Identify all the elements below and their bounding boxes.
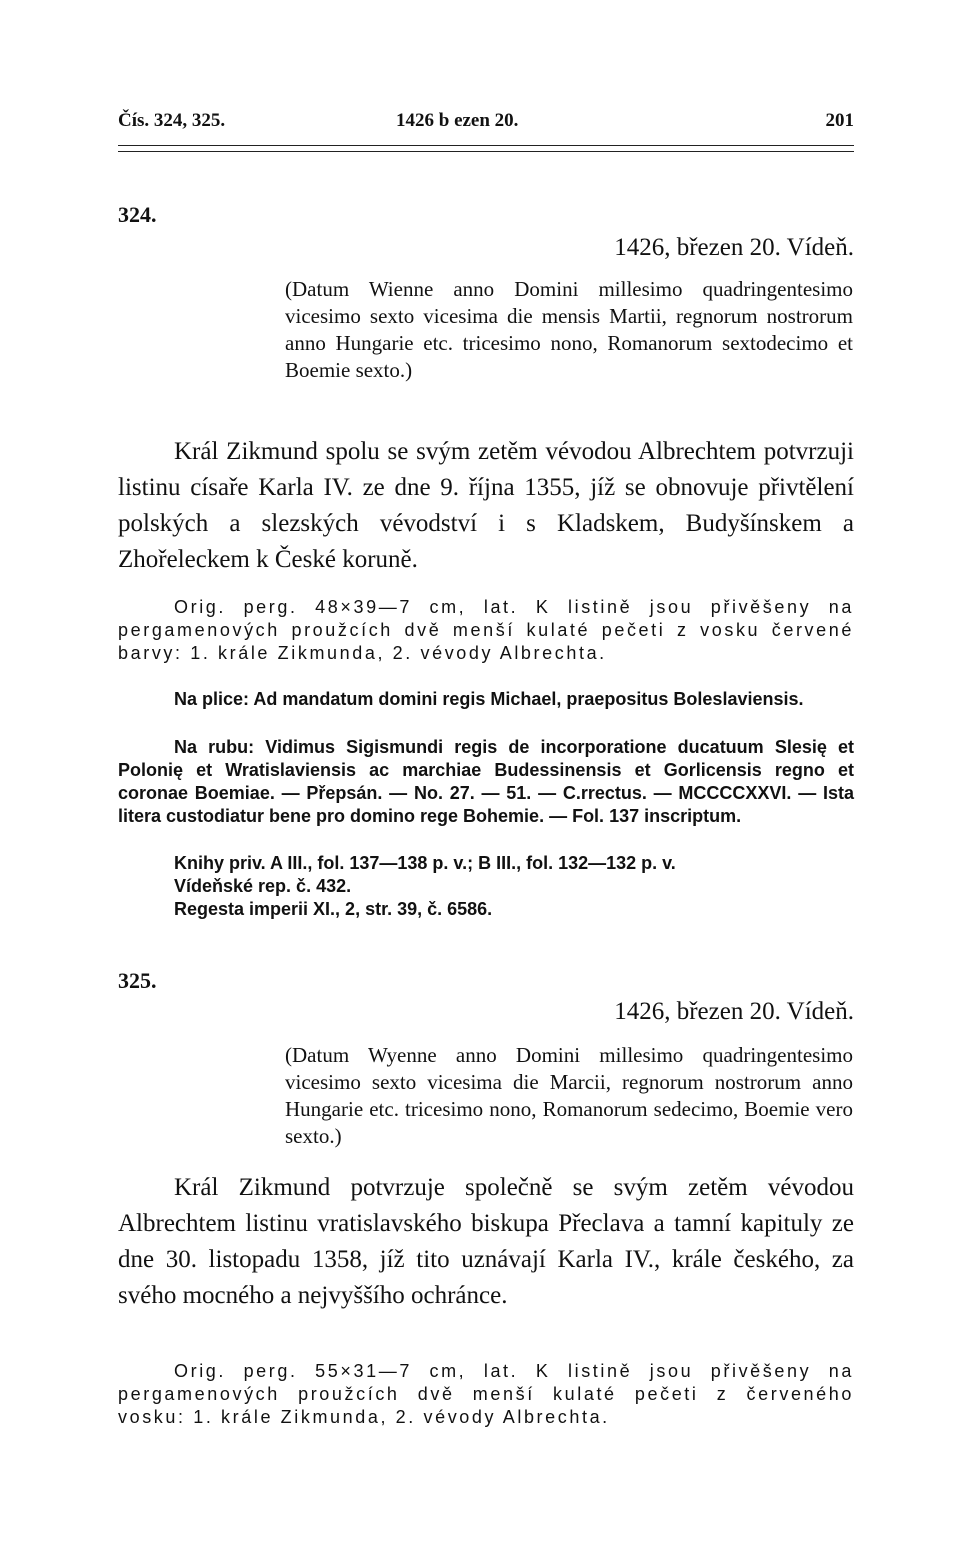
document-number-325: 325. [118,968,157,993]
plica-text-324: Na plice: Ad mandatum domini regis Michael, praepositus Boleslaviensis. [174,689,804,709]
dorsal-text-324: Na rubu: Vidimus Sigismundi regis de incorporatione ducatuum Slesię et Polonię et Wratislaviensis ac marchiae Budessinensis et Gorlicensis regno et coronae Boemiae. — Přepsán. — No. 27. — 51. — C.rrectus. — MCCCCXXVI. — Ista litera custodiatur bene pro domino rege Bohemie. — Fol. 137 inscriptum. [118,737,854,826]
reference-vienna-324: Vídeňské rep. č. 432. [174,876,352,896]
references-324 [118,852,854,921]
regest-325: Král Zikmund potvrzuje společně se svým zetěm vévodou Albrechtem listinu vratislavského biskupa Přeclava a tamní kapituly ze dne 30. listopadu 1358, jíž tito uznávají Karla IV., krále českého, za svého mocného a nejvyššího ochránce. [118,1174,854,1309]
plica-note-324 [118,688,854,711]
reference-regesta-324: Regesta imperii XI., 2, str. 39, č. 6586. [174,899,493,919]
regest-324: Král Zikmund spolu se svým zetěm vévodou Albrechtem potvrzuji listinu císaře Karla IV. ze dne 9. října 1355, jíž se obnovuje přivtělení polských a slezských vévodství i s Kladskem, Budyšínskem a Zhořeleckem k České koruně. [118,438,854,573]
dorsal-note-324 [118,736,854,828]
header-date: 1426 b ezen 20. [396,110,519,131]
page-number: 201 [825,110,854,131]
header-rule-top [118,145,854,146]
original-description-325: Orig. perg. 55×31—7 cm, lat. K listině jsou přivěšeny na pergamenových proužcích dvě menší kulaté pečeti z červeného vosku: 1. krále Zikmunda, 2. vévody Albrechta. [118,1361,854,1427]
dateline-324: 1426, březen 20. Vídeň. [614,234,854,261]
reference-knihy-324: Knihy priv. A III., fol. 137—138 p. v.; B III., fol. 132—132 p. v. [174,853,676,873]
original-description-324: Orig. perg. 48×39—7 cm, lat. K listině jsou přivěšeny na pergamenových proužcích dvě menší kulaté pečeti z vosku červené barvy: 1. krále Zikmunda, 2. vévody Albrechta. [118,597,854,663]
dateline-325: 1426, březen 20. Vídeň. [614,998,854,1025]
header-rule-bottom [118,151,854,152]
document-number-324: 324. [118,202,157,227]
dating-clause-325: (Datum Wyenne anno Domini millesimo quadringentesimo vicesimo sexto vicesima die Marcii, regnorum nostrorum anno Hungarie etc. tricesimo nono, Romanorum sedecimo, Boemie vero sexto.) [285,1043,853,1148]
dating-clause-324: (Datum Wienne anno Domini millesimo quadringentesimo vicesimo sexto vicesima die mensis Martii, regnorum nostrorum anno Hungarie etc. tricesimo nono, Romanorum sextodecimo et Boemie sexto.) [285,277,853,382]
header-document-numbers: Čís. 324, 325. [118,110,226,131]
running-header [118,110,854,138]
